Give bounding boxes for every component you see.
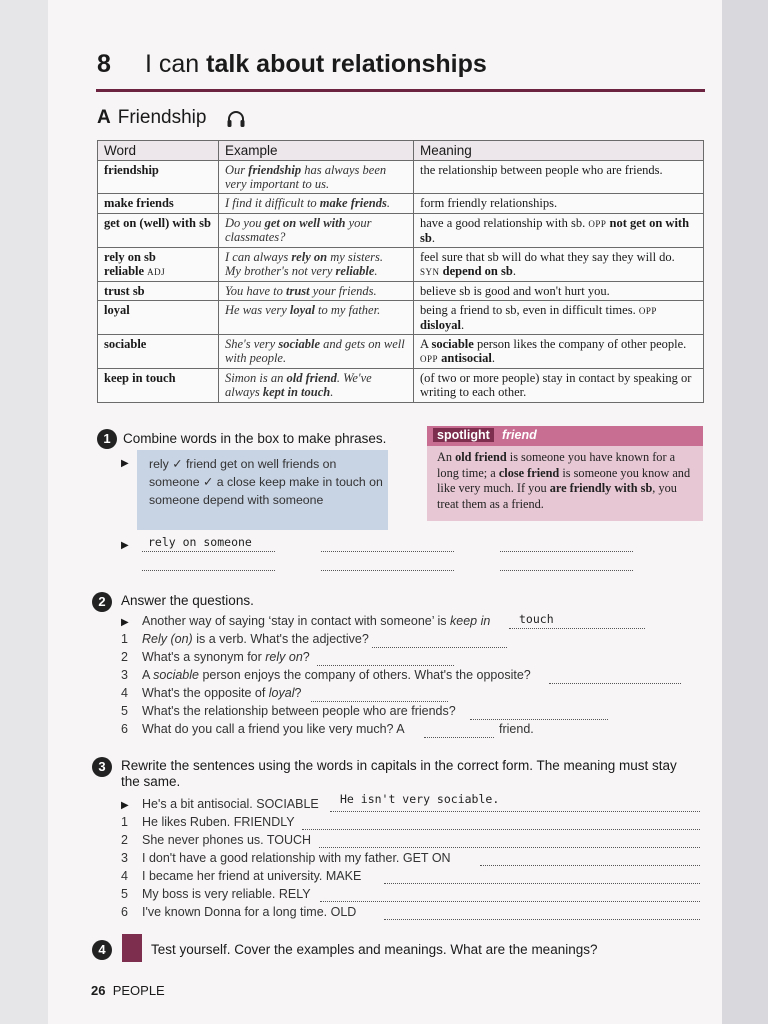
answer-line[interactable] [321, 569, 454, 571]
exercise-instruction: Test yourself. Cover the examples and meanings. What are the meanings? [151, 942, 598, 957]
exercise-instruction: Answer the questions. [121, 593, 254, 608]
page-footer [91, 983, 165, 998]
question-item: 1 Rely (on) is a verb. What's the adjective? [121, 632, 369, 646]
answer-line[interactable] [384, 882, 700, 884]
question-item: 2 What's a synonym for rely on? [121, 650, 310, 664]
answer-line[interactable] [319, 846, 700, 848]
meaning-cell: feel sure that sb will do what they say they will do. SYN depend on sb. [414, 248, 704, 282]
example-cell: Do you get on well with your classmates? [219, 214, 414, 248]
meaning-cell: the relationship between people who are friends. [414, 161, 704, 194]
sentence-item: 1 He likes Ruben. FRIENDLY [121, 815, 295, 829]
sentence-item: 3 I don't have a good relationship with my father. GET ON [121, 851, 451, 865]
answer-line[interactable] [509, 627, 645, 629]
example-answer: rely on someone [148, 535, 252, 549]
heading-rule [96, 89, 705, 92]
page-number: 26 [91, 983, 106, 998]
answer-line[interactable] [500, 569, 633, 571]
example-cell: I find it difficult to make friends. [219, 194, 414, 214]
meaning-cell: form friendly relationships. [414, 194, 704, 214]
answer-line[interactable] [142, 569, 275, 571]
table-row [98, 161, 704, 194]
question-item-tail: friend. [499, 722, 534, 736]
sentence-item: 6 I've known Donna for a long time. OLD [121, 905, 357, 919]
answer-line[interactable] [302, 828, 700, 830]
headphones-icon [226, 109, 246, 129]
question-item: 6 What do you call a friend you like very much? A [121, 722, 405, 736]
table-row [98, 282, 704, 301]
sentence-item: 4 I became her friend at university. MAKE [121, 869, 362, 883]
triangle-bullet-icon: ▶ [121, 458, 129, 469]
answer-line[interactable] [480, 864, 700, 866]
meaning-cell: (of two or more people) stay in contact by speaking or writing to each other. [414, 369, 704, 403]
example-cell: Simon is an old friend. We've always kept in touch. [219, 369, 414, 403]
word-cell: loyal [98, 301, 219, 335]
meaning-cell: have a good relationship with sb. OPP not get on with sb. [414, 214, 704, 248]
example-cell: She's very sociable and gets on well with people. [219, 335, 414, 369]
spotlight-word: friend [502, 428, 537, 442]
unit-number: 8 [97, 50, 111, 78]
exercise-instruction: Combine words in the box to make phrases. [123, 431, 387, 446]
exercise-number: 1 [97, 429, 117, 449]
answer-line[interactable] [311, 700, 448, 702]
sentence-item: 5 My boss is very reliable. RELY [121, 887, 311, 901]
right-margin [722, 0, 768, 1024]
meaning-cell: believe sb is good and won't hurt you. [414, 282, 704, 301]
table-row [98, 194, 704, 214]
table-row [98, 248, 704, 282]
example-sentence: He's a bit antisocial. SOCIABLE [142, 797, 319, 811]
answer-line[interactable] [320, 900, 700, 902]
meaning-cell: A sociable person likes the company of other people. OPP antisocial. [414, 335, 704, 369]
book-icon [122, 934, 142, 962]
word-cell: keep in touch [98, 369, 219, 403]
table-row [98, 214, 704, 248]
answer-line[interactable] [321, 550, 454, 552]
spotlight-label: spotlight [433, 428, 494, 442]
exercise-number: 2 [92, 592, 112, 612]
answer-line[interactable] [330, 810, 700, 812]
triangle-bullet-icon: ▶ [121, 800, 129, 811]
answer-line[interactable] [500, 550, 633, 552]
answer-line[interactable] [142, 550, 275, 552]
example-question: Another way of saying ‘stay in contact with someone’ is keep in [142, 614, 491, 628]
example-answer: touch [519, 612, 554, 626]
unit-title: I can talk about relationships [145, 50, 487, 78]
column-header: Word [98, 141, 219, 161]
triangle-bullet-icon: ▶ [121, 540, 129, 551]
example-answer: He isn't very sociable. [340, 792, 500, 806]
sentence-item: 2 She never phones us. TOUCH [121, 833, 312, 847]
vocabulary-table [97, 140, 704, 403]
table-row [98, 369, 704, 403]
table-header-row [98, 141, 704, 161]
table-row [98, 301, 704, 335]
spotlight-text: An old friend is someone you have known for a long time; a close friend is someone you know and like very much. If you are friendly with sb, you treat them as a friend. [437, 450, 691, 511]
exercise-number: 4 [92, 940, 112, 960]
question-item: 4 What's the opposite of loyal? [121, 686, 302, 700]
question-item: 5 What's the relationship between people who are friends? [121, 704, 456, 718]
word-cell: sociable [98, 335, 219, 369]
answer-line[interactable] [384, 918, 700, 920]
word-cell: trust sb [98, 282, 219, 301]
triangle-bullet-icon: ▶ [121, 617, 129, 628]
exercise-instruction: Rewrite the sentences using the words in capitals in the correct form. The meaning must stay the same. [121, 758, 677, 789]
word-cell: rely on sb reliable ADJ [98, 248, 219, 282]
answer-line[interactable] [549, 682, 681, 684]
word-cell: friendship [98, 161, 219, 194]
example-cell: Our friendship has always been very important to us. [219, 161, 414, 194]
column-header: Meaning [414, 141, 704, 161]
example-cell: You have to trust your friends. [219, 282, 414, 301]
exercise-number: 3 [92, 757, 112, 777]
section-name: PEOPLE [112, 983, 165, 998]
example-cell: He was very loyal to my father. [219, 301, 414, 335]
word-cell: make friends [98, 194, 219, 214]
left-margin [0, 0, 48, 1024]
example-cell: I can always rely on my sisters. My brother's not very reliable. [219, 248, 414, 282]
section-heading: A Friendship [97, 107, 207, 128]
answer-line[interactable] [470, 718, 608, 720]
question-item: 3 A sociable person enjoys the company of others. What's the opposite? [121, 668, 531, 682]
answer-line[interactable] [317, 664, 454, 666]
answer-line[interactable] [424, 736, 494, 738]
meaning-cell: being a friend to sb, even in difficult times. OPP disloyal. [414, 301, 704, 335]
word-box-text: rely ✓ friend get on well friends on someone ✓ a close keep make in touch on someone depend with someone [149, 457, 383, 507]
table-row [98, 335, 704, 369]
column-header: Example [219, 141, 414, 161]
word-cell: get on (well) with sb [98, 214, 219, 248]
answer-line[interactable] [372, 646, 507, 648]
